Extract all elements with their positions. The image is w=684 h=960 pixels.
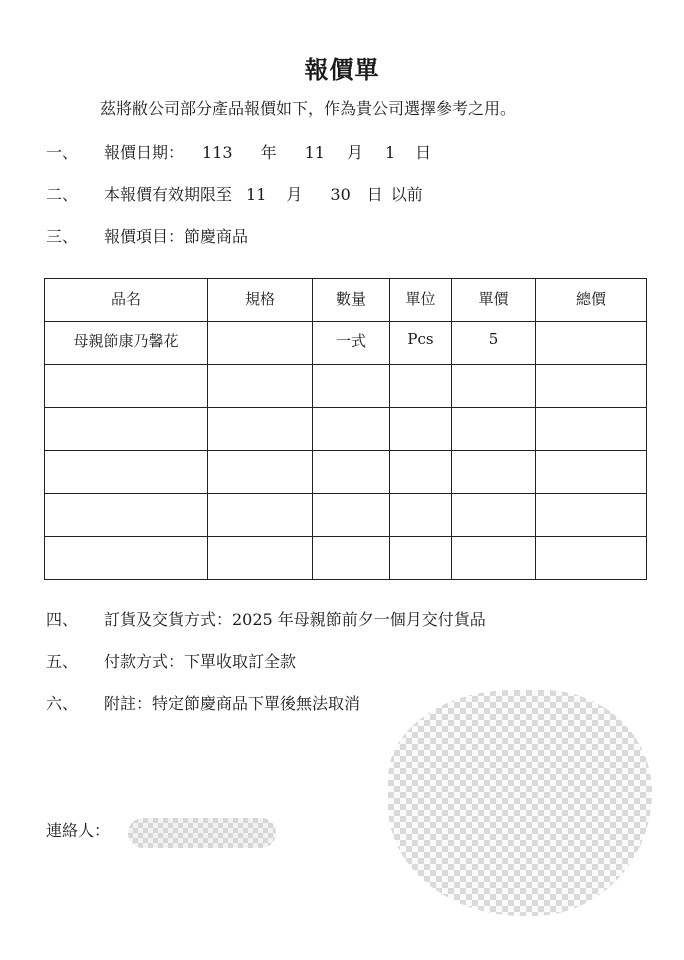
notes-line [46, 693, 360, 715]
redacted-stamp-area [388, 690, 652, 916]
header-product-name: 品名 [45, 279, 208, 322]
table-row [45, 494, 647, 537]
ordering-text: 訂貨及交貨方式：2025 年母親節前夕一個月交付貨品 [104, 610, 486, 629]
section-number: 五、 [46, 652, 79, 671]
cell-total-price [536, 322, 647, 365]
header-quantity: 數量 [313, 279, 390, 322]
year-unit: 年 [260, 143, 277, 162]
cell-unit-price [452, 451, 536, 494]
cell-unit [390, 408, 452, 451]
cell-unit: Pcs [390, 322, 452, 365]
table-row [45, 408, 647, 451]
cell-spec [208, 408, 313, 451]
cell-unit [390, 494, 452, 537]
table-row [45, 365, 647, 408]
project-line [46, 226, 248, 248]
payment-line [46, 651, 296, 673]
table-header-row [45, 279, 647, 322]
cell-product-name [45, 408, 208, 451]
cell-unit [390, 365, 452, 408]
header-total-price: 總價 [536, 279, 647, 322]
cell-quantity [313, 408, 390, 451]
cell-quantity [313, 494, 390, 537]
cell-total-price [536, 494, 647, 537]
cell-quantity [313, 365, 390, 408]
cell-spec [208, 365, 313, 408]
notes-text: 附註：特定節慶商品下單後無法取消 [104, 694, 361, 713]
cell-unit-price [452, 365, 536, 408]
table-row [45, 451, 647, 494]
cell-quantity [313, 537, 390, 580]
header-spec: 規格 [208, 279, 313, 322]
validity-month: 11 [246, 185, 267, 204]
cell-spec [208, 494, 313, 537]
day-unit: 日 [415, 143, 432, 162]
month-unit: 月 [286, 185, 303, 204]
quote-day: 1 [384, 143, 396, 162]
day-unit: 日 [366, 185, 383, 204]
cell-total-price [536, 408, 647, 451]
cell-product-name [45, 494, 208, 537]
validity-suffix: 以前 [390, 185, 423, 204]
section-number: 一、 [46, 143, 79, 162]
section-number: 四、 [46, 610, 79, 629]
ordering-line [46, 609, 486, 631]
cell-spec [208, 451, 313, 494]
section-number: 二、 [46, 185, 79, 204]
cell-product-name [45, 365, 208, 408]
payment-text: 付款方式：下單收取訂全款 [104, 652, 297, 671]
project-text: 報價項目：節慶商品 [104, 227, 249, 246]
validity-day: 30 [330, 185, 351, 204]
cell-product-name [45, 537, 208, 580]
month-unit: 月 [346, 143, 363, 162]
table-row [45, 537, 647, 580]
validity-label: 本報價有效期限至 [104, 185, 233, 204]
validity-line [46, 184, 423, 206]
cell-spec [208, 322, 313, 365]
cell-unit [390, 537, 452, 580]
cell-unit [390, 451, 452, 494]
quote-date-line [46, 142, 431, 164]
document-title: 報價單 [304, 55, 380, 84]
intro-text: 茲將敝公司部分產品報價如下，作為貴公司選擇參考之用。 [100, 99, 517, 118]
contact-label: 連絡人： [46, 821, 111, 840]
cell-total-price [536, 365, 647, 408]
cell-unit-price: 5 [452, 322, 536, 365]
cell-unit-price [452, 494, 536, 537]
quote-table [44, 278, 647, 580]
cell-spec [208, 537, 313, 580]
quote-month: 11 [304, 143, 325, 162]
section-number: 三、 [46, 227, 79, 246]
cell-total-price [536, 537, 647, 580]
table-row [45, 322, 647, 365]
cell-product-name: 母親節康乃馨花 [45, 322, 208, 365]
header-unit-price: 單價 [452, 279, 536, 322]
redacted-contact-name [128, 818, 276, 848]
cell-quantity: 一式 [313, 322, 390, 365]
cell-unit-price [452, 537, 536, 580]
header-unit: 單位 [390, 279, 452, 322]
cell-unit-price [452, 408, 536, 451]
section-number: 六、 [46, 694, 79, 713]
quote-date-label: 報價日期： [104, 143, 185, 162]
cell-total-price [536, 451, 647, 494]
quote-year: 113 [202, 143, 233, 162]
cell-product-name [45, 451, 208, 494]
cell-quantity [313, 451, 390, 494]
